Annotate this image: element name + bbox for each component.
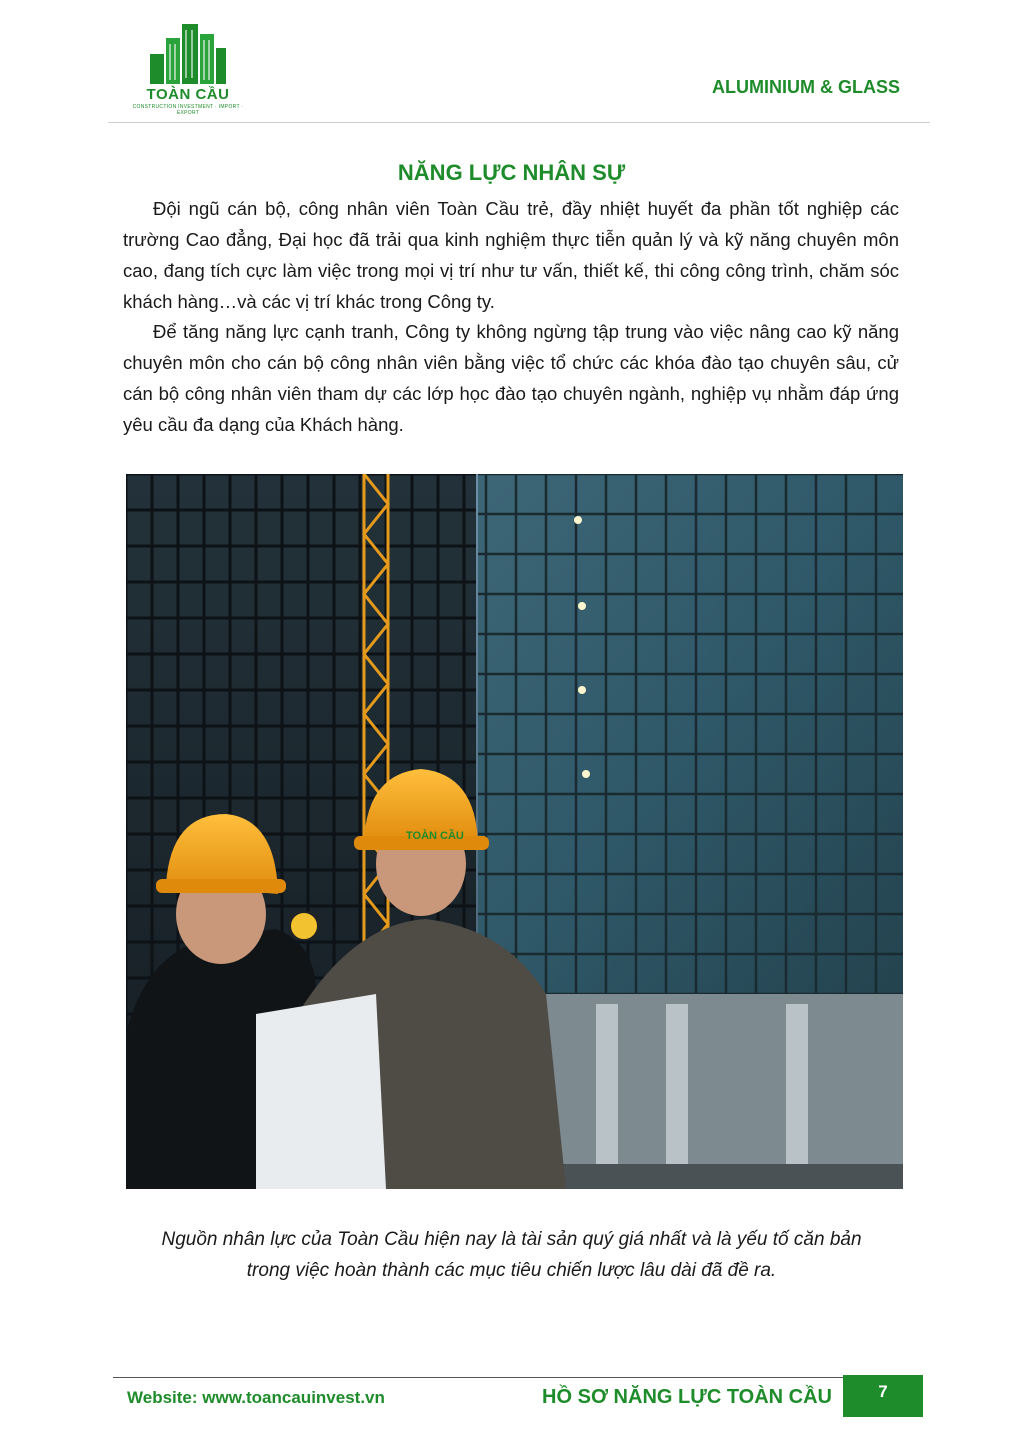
- logo-tagline: CONSTRUCTION INVESTMENT · IMPORT · EXPORT: [132, 104, 244, 116]
- caption-line-1: Nguồn nhân lực của Toàn Cầu hiện nay là tài sản quý giá nhất và là yếu tố căn bản: [161, 1229, 862, 1250]
- footer-profile-title: HỒ SƠ NĂNG LỰC TOÀN CẦU: [542, 1386, 832, 1408]
- paragraph-training: Để tăng năng lực cạnh tranh, Công ty không ngừng tập trung vào việc nâng cao kỹ năng chuyên môn cho cán bộ công nhân viên bằng việc tổ chức các khóa đào tạo chuyên sâu, cử cán bộ công nhân viên tham dự các lớp học đào tạo chuyên ngành, nghiệp vụ nhằm đáp ứng yêu cầu đa dạng của Khách hàng.: [123, 321, 899, 435]
- helmet-logo-text: TOÀN CẦU: [406, 830, 464, 842]
- section-title: NĂNG LỰC NHÂN SỰ: [397, 160, 626, 185]
- header-divider: [108, 122, 930, 123]
- footer-divider: [113, 1377, 843, 1378]
- header-product-title: ALUMINIUM & GLASS: [712, 77, 900, 97]
- page-number: 7: [843, 1375, 923, 1417]
- engineers-photo: [126, 474, 903, 1189]
- footer-website[interactable]: Website: www.toancauinvest.vn: [127, 1388, 385, 1407]
- buildings-logo-icon: [150, 24, 226, 84]
- caption-line-2: trong việc hoàn thành các mục tiêu chiến lược lâu dài đã đề ra.: [246, 1260, 777, 1281]
- paragraph-staff: Đội ngũ cán bộ, công nhân viên Toàn Cầu trẻ, đầy nhiệt huyết đa phần tốt nghiệp các trường Cao đẳng, Đại học đã trải qua kinh nghiệm thực tiễn quản lý và kỹ năng chuyên môn cao, đang tích cực làm việc trong mọi vị trí như tư vấn, thiết kế, thi công công trình, chăm sóc khách hàng…và các vị trí khác trong Công ty.: [123, 198, 899, 312]
- photo-caption: [0, 1224, 1023, 1286]
- logo-name: TOÀN CẦU: [146, 86, 230, 103]
- company-logo: [128, 24, 248, 116]
